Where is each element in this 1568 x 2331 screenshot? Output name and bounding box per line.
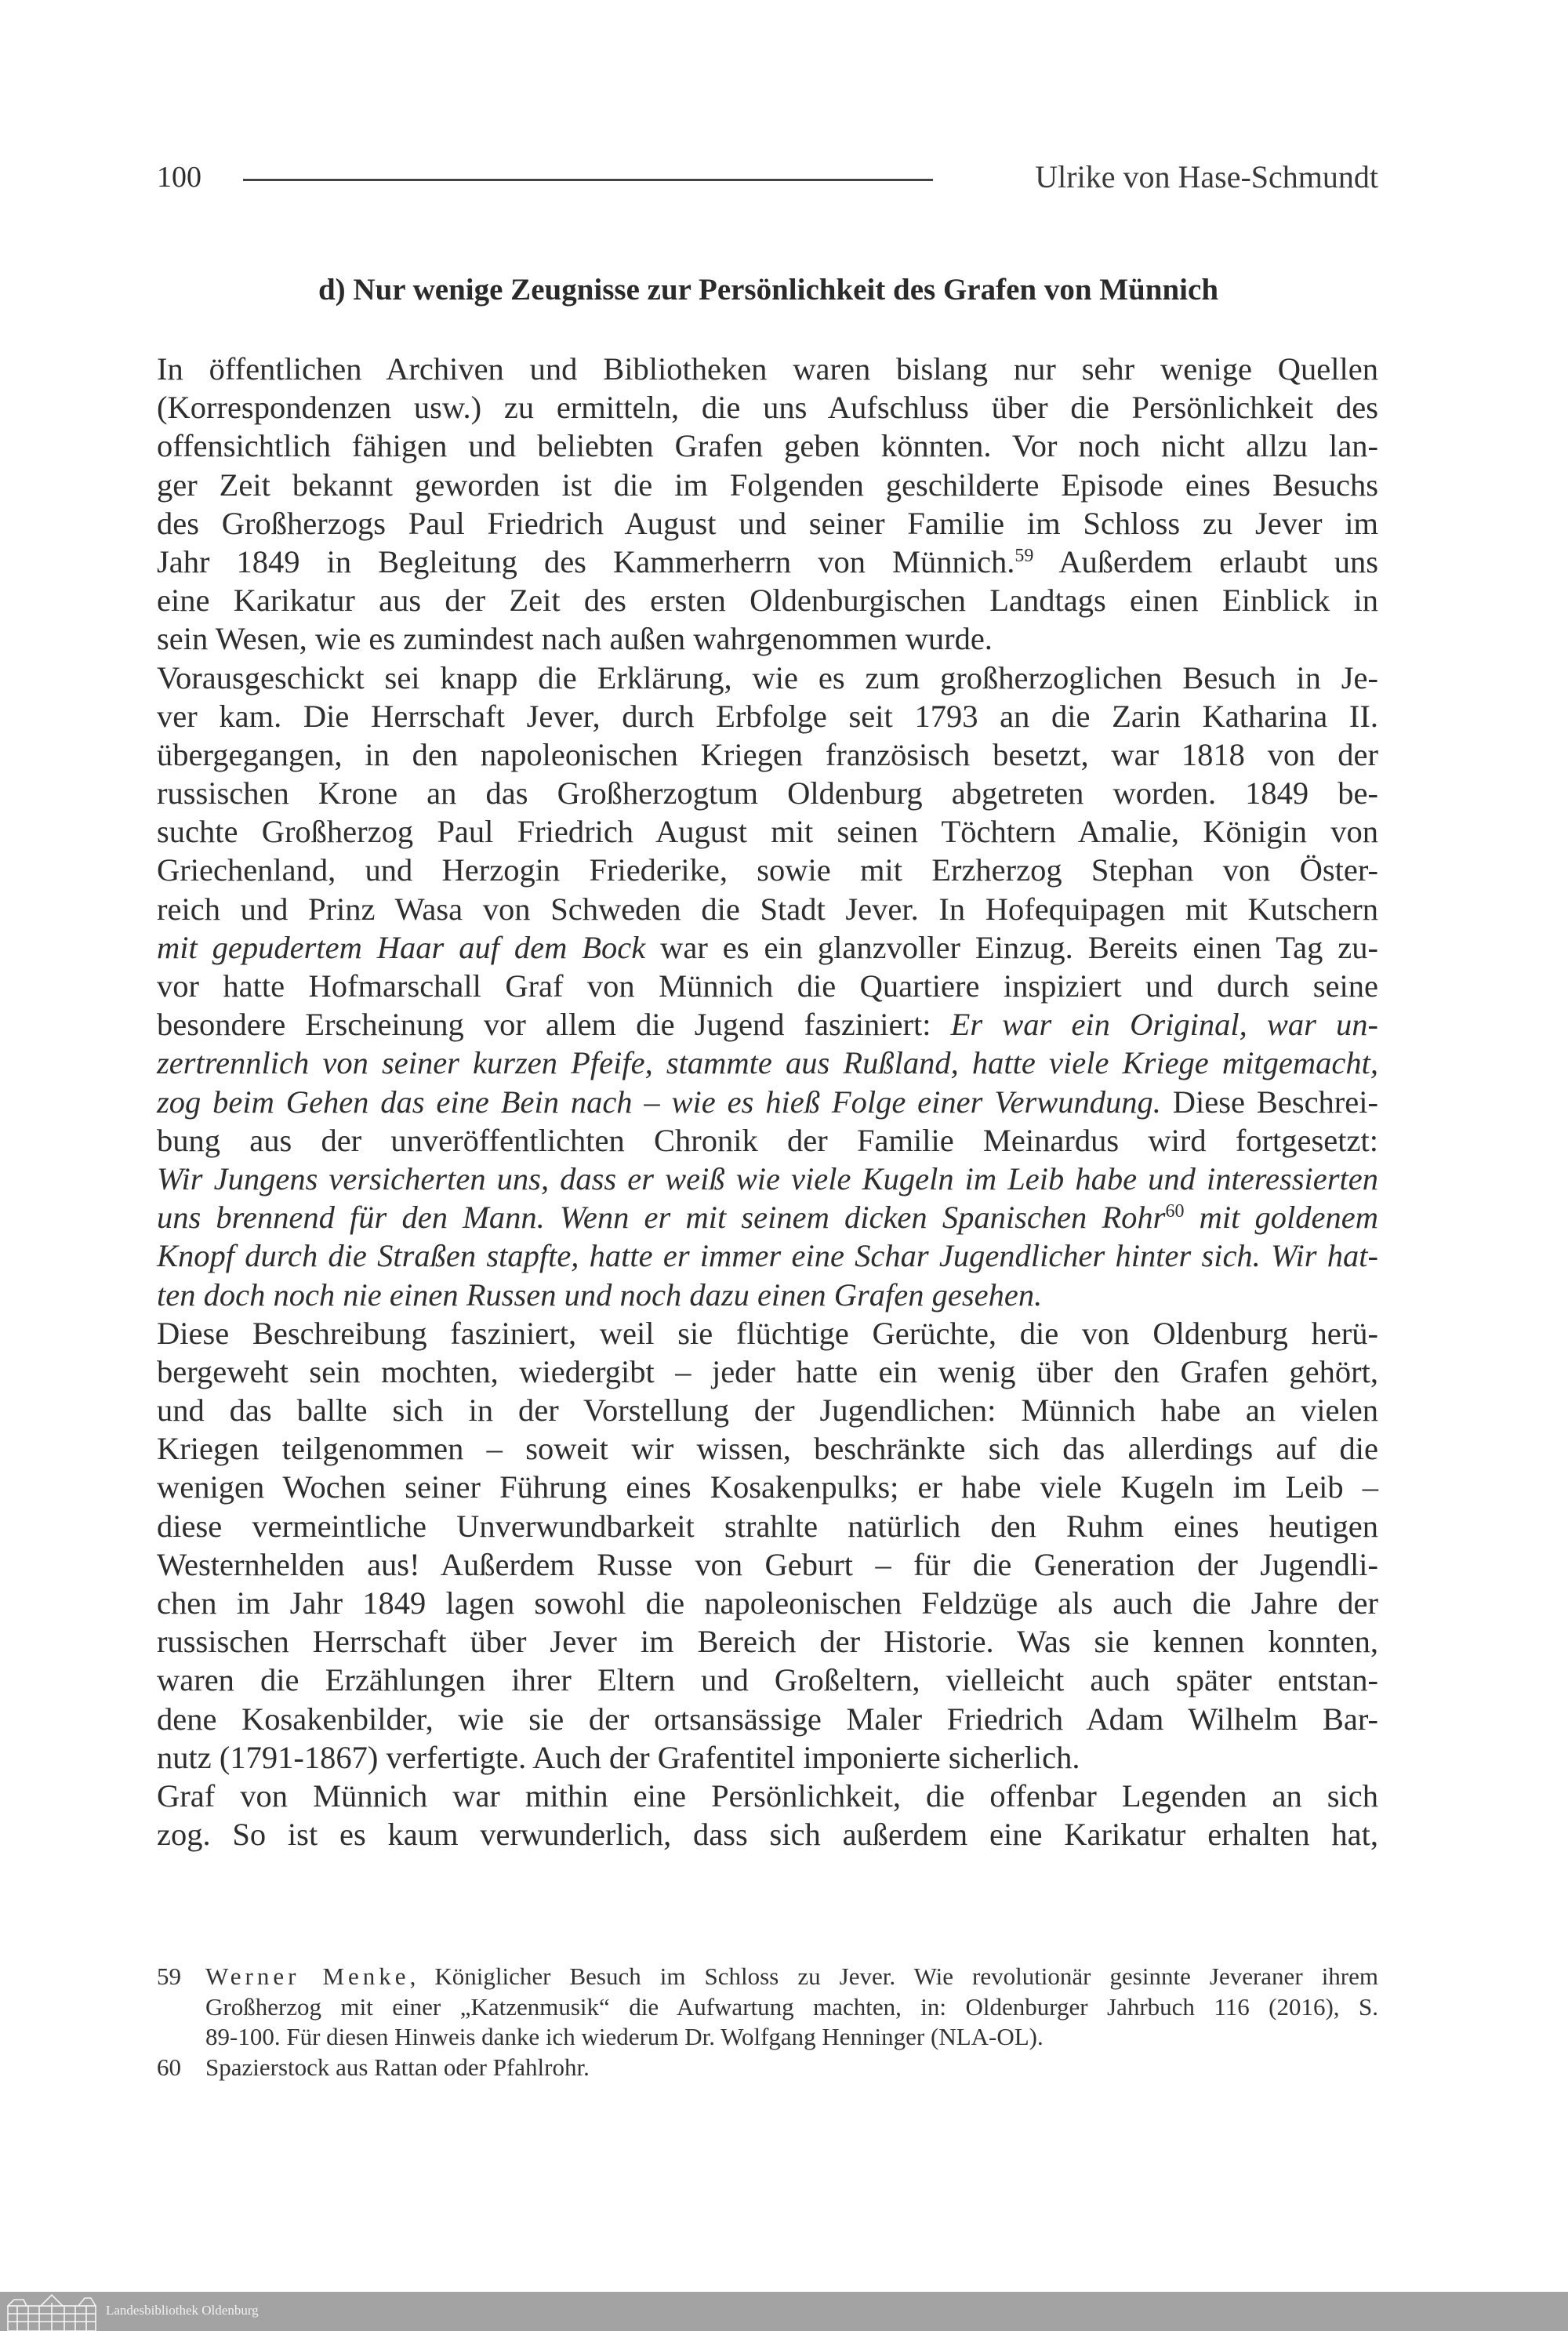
footnote-reference[interactable]: 59	[1014, 545, 1034, 566]
text-line	[157, 1468, 1378, 1506]
footnote-number: 59	[157, 1962, 181, 1990]
text-run: chen im Jahr 1849 lagen sowohl die napoleonischen Feldzüge als auch die Jahre der	[157, 1585, 1378, 1621]
footnote-text	[205, 1962, 1378, 2053]
quoted-italic-text: Wir Jungens versicherten uns, dass er weiß wie viele Kugeln im Leib habe und interessierten	[157, 1160, 1378, 1196]
text-line	[157, 1391, 1378, 1429]
text-run: russischen Herrschaft über Jever im Bereich der Historie. Was sie kennen konnten,	[157, 1624, 1378, 1660]
text-line	[157, 1160, 1378, 1198]
text-run: dene Kosakenbilder, wie sie der ortsansässige Maler Friedrich Adam Wilhelm Bar-	[157, 1701, 1378, 1737]
text-run: ger Zeit bekannt geworden ist die im Folgenden geschilderte Episode eines Besuchs	[157, 467, 1378, 503]
quoted-italic-text: Er war ein Original, war un-	[950, 1007, 1378, 1043]
text-line	[157, 1236, 1378, 1275]
text-line	[157, 1429, 1378, 1468]
text-line	[157, 1314, 1378, 1352]
footnote-line	[205, 1962, 1378, 1992]
text-run: des Großherzogs Paul Friedrich August und seiner Familie im Schloss zu Jever im	[157, 505, 1378, 541]
text-run: Außerdem erlaubt uns	[1033, 543, 1378, 579]
text-run: Diese Beschreibung fasziniert, weil sie flüchtige Gerüchte, die von Oldenburg herü-	[157, 1315, 1378, 1351]
text-line	[157, 1276, 1378, 1314]
text-run: (Korrespondenzen usw.) zu ermitteln, die uns Aufschluss über die Persönlichkeit des	[157, 390, 1378, 426]
text-run: vor hatte Hofmarschall Graf von Münnich die Quartiere inspiziert und durch seine	[157, 968, 1378, 1004]
text-run: In öffentlichen Archiven und Bibliotheken waren bislang nur sehr wenige Quellen	[157, 351, 1378, 387]
text-run: und das ballte sich in der Vorstellung der Jugendlichen: Münnich habe an vielen	[157, 1392, 1378, 1429]
text-run: bung aus der unveröffentlichten Chronik der Familie Meinardus wird fortgesetzt:	[157, 1122, 1378, 1158]
text-line	[157, 1507, 1378, 1545]
text-line	[157, 697, 1378, 735]
footnote-line	[205, 2022, 1378, 2053]
text-run: diese vermeintliche Unverwundbarkeit strahlte natürlich den Ruhm eines heutigen	[157, 1508, 1378, 1544]
footnote-60	[157, 2053, 1378, 2083]
text-line	[157, 427, 1378, 465]
text-run: Jahr 1849 in Begleitung des Kammerherrn von Münnich.	[157, 543, 1015, 579]
text-run: ver kam. Die Herrschaft Jever, durch Erbfolge seit 1793 an die Zarin Katharina II.	[157, 698, 1378, 734]
footnote-line	[205, 2053, 1378, 2083]
text-run: Vorausgeschickt sei knapp die Erklärung, wie es zum großherzoglichen Besuch in Je-	[157, 659, 1378, 695]
text-run: reich und Prinz Wasa von Schweden die Stadt Jever. In Hofequipagen mit Kutschern	[157, 891, 1378, 927]
quoted-italic-text: zertrennlich von seiner kurzen Pfeife, stammte aus Rußland, hatte viele Kriege mitgemacht,	[157, 1045, 1378, 1081]
footnote-number: 60	[157, 2053, 181, 2081]
text-line	[157, 1700, 1378, 1738]
text-line	[157, 581, 1378, 619]
text-line	[157, 388, 1378, 427]
text-run: Großherzog mit einer „Katzenmusik“ die Aufwartung machten, in: Oldenburger Jahrbuch 116 (2016), S.	[205, 1992, 1378, 2021]
text-run: Kriegen teilgenommen – soweit wir wissen, beschränkte sich das allerdings auf die	[157, 1431, 1378, 1467]
text-run: nutz (1791-1867) verfertigte. Auch der Grafentitel imponierte sicherlich.	[157, 1739, 1080, 1775]
page-number: 100	[157, 161, 201, 194]
text-line	[157, 1044, 1378, 1082]
footnotes	[157, 1962, 1378, 2082]
footnote-line	[205, 1992, 1378, 2023]
text-run: Westernhelden aus! Außerdem Russe von Geburt – für die Generation der Jugendli-	[157, 1546, 1378, 1582]
text-line	[157, 1083, 1378, 1121]
text-run: suchte Großherzog Paul Friedrich August mit seinen Töchtern Amalie, Königin von	[157, 814, 1378, 850]
library-name: Landesbibliothek Oldenburg	[106, 2303, 259, 2318]
text-run: war es ein glanzvoller Einzug. Bereits einen Tag zu-	[645, 929, 1378, 965]
text-line	[157, 1005, 1378, 1044]
text-run: , Königlicher Besuch im Schloss zu Jever. Wie revolutionär gesinnte Jeveraner ihrem	[409, 1962, 1378, 1990]
body-text	[157, 350, 1378, 1854]
text-line	[157, 543, 1378, 581]
text-line	[157, 504, 1378, 543]
text-run: Graf von Münnich war mithin eine Persönlichkeit, die offenbar Legenden an sich	[157, 1777, 1378, 1814]
header-rule	[243, 179, 933, 181]
text-line	[157, 735, 1378, 774]
text-line	[157, 659, 1378, 697]
text-line	[157, 928, 1378, 967]
text-line	[157, 1352, 1378, 1391]
quoted-italic-text: mit goldenem	[1184, 1200, 1378, 1236]
text-line	[157, 1121, 1378, 1160]
text-line	[157, 466, 1378, 504]
text-line	[157, 1738, 1378, 1777]
text-run: waren die Erzählungen ihrer Eltern und Großeltern, vielleicht auch später entstan-	[157, 1662, 1378, 1698]
quoted-italic-text: Knopf durch die Straßen stapfte, hatte er immer eine Schar Jugendlicher hinter sich. Wir hat-	[157, 1238, 1378, 1274]
text-run: bergeweht sein mochten, wiedergibt – jeder hatte ein wenig über den Grafen gehört,	[157, 1353, 1378, 1389]
footer-bar	[0, 2292, 1568, 2331]
quoted-italic-text: mit gepudertem Haar auf dem Bock	[157, 929, 646, 965]
text-run: russischen Krone an das Großherzogtum Oldenburg abgetreten worden. 1849 be-	[157, 775, 1378, 811]
quoted-italic-text: uns brennend für den Mann. Wenn er mit seinem dicken Spanischen Rohr	[157, 1200, 1166, 1236]
text-line	[157, 1777, 1378, 1815]
text-run: 89-100. Für diesen Hinweis danke ich wiederum Dr. Wolfgang Henninger (NLA-OL).	[205, 2023, 1044, 2050]
text-line	[157, 1198, 1378, 1236]
text-run: zog. So ist es kaum verwunderlich, dass sich außerdem eine Karikatur erhalten hat,	[157, 1817, 1378, 1853]
text-line	[157, 851, 1378, 889]
footnote-59	[157, 1962, 1378, 2053]
text-line	[157, 1622, 1378, 1661]
text-line	[157, 774, 1378, 812]
text-line	[157, 812, 1378, 851]
text-run: Griechenland, und Herzogin Friederike, sowie mit Erzherzog Stephan von Öster-	[157, 852, 1378, 888]
text-line	[157, 1815, 1378, 1854]
section-title: d) Nur wenige Zeugnisse zur Persönlichkeit des Grafen von Münnich	[318, 273, 1219, 307]
text-run: besondere Erscheinung vor allem die Jugend fasziniert:	[157, 1007, 951, 1043]
text-line	[157, 350, 1378, 388]
text-line	[157, 1545, 1378, 1584]
text-run: sein Wesen, wie es zumindest nach außen wahrgenommen wurde.	[157, 621, 993, 657]
text-run: offensichtlich fähigen und beliebten Grafen geben könnten. Vor noch nicht allzu lan-	[157, 428, 1378, 464]
quoted-italic-text: zog beim Gehen das eine Bein nach – wie es hieß Folge einer Verwundung.	[157, 1084, 1161, 1120]
text-line	[157, 1661, 1378, 1699]
running-head-author: Ulrike von Hase-Schmundt	[1035, 159, 1378, 194]
library-building-icon	[6, 2293, 97, 2331]
text-line	[157, 890, 1378, 928]
text-run: wenigen Wochen seiner Führung eines Kosakenpulks; er habe viele Kugeln im Leib –	[157, 1469, 1378, 1505]
quoted-italic-text: ten doch noch nie einen Russen und noch dazu einen Grafen gesehen.	[157, 1276, 1043, 1313]
text-line	[157, 1584, 1378, 1622]
text-line	[157, 967, 1378, 1005]
text-run: übergegangen, in den napoleonischen Kriegen französisch besetzt, war 1818 von der	[157, 736, 1378, 772]
footnote-text	[205, 2053, 1378, 2083]
footnote-reference[interactable]: 60	[1165, 1201, 1185, 1222]
text-line	[157, 619, 1378, 658]
text-run: Diese Beschrei-	[1160, 1084, 1378, 1120]
page-header	[157, 154, 1378, 201]
text-run: Spazierstock aus Rattan oder Pfahlrohr.	[205, 2053, 590, 2081]
author-name: Werner Menke	[205, 1962, 410, 1990]
text-run: eine Karikatur aus der Zeit des ersten Oldenburgischen Landtags einen Einblick in	[157, 583, 1378, 619]
